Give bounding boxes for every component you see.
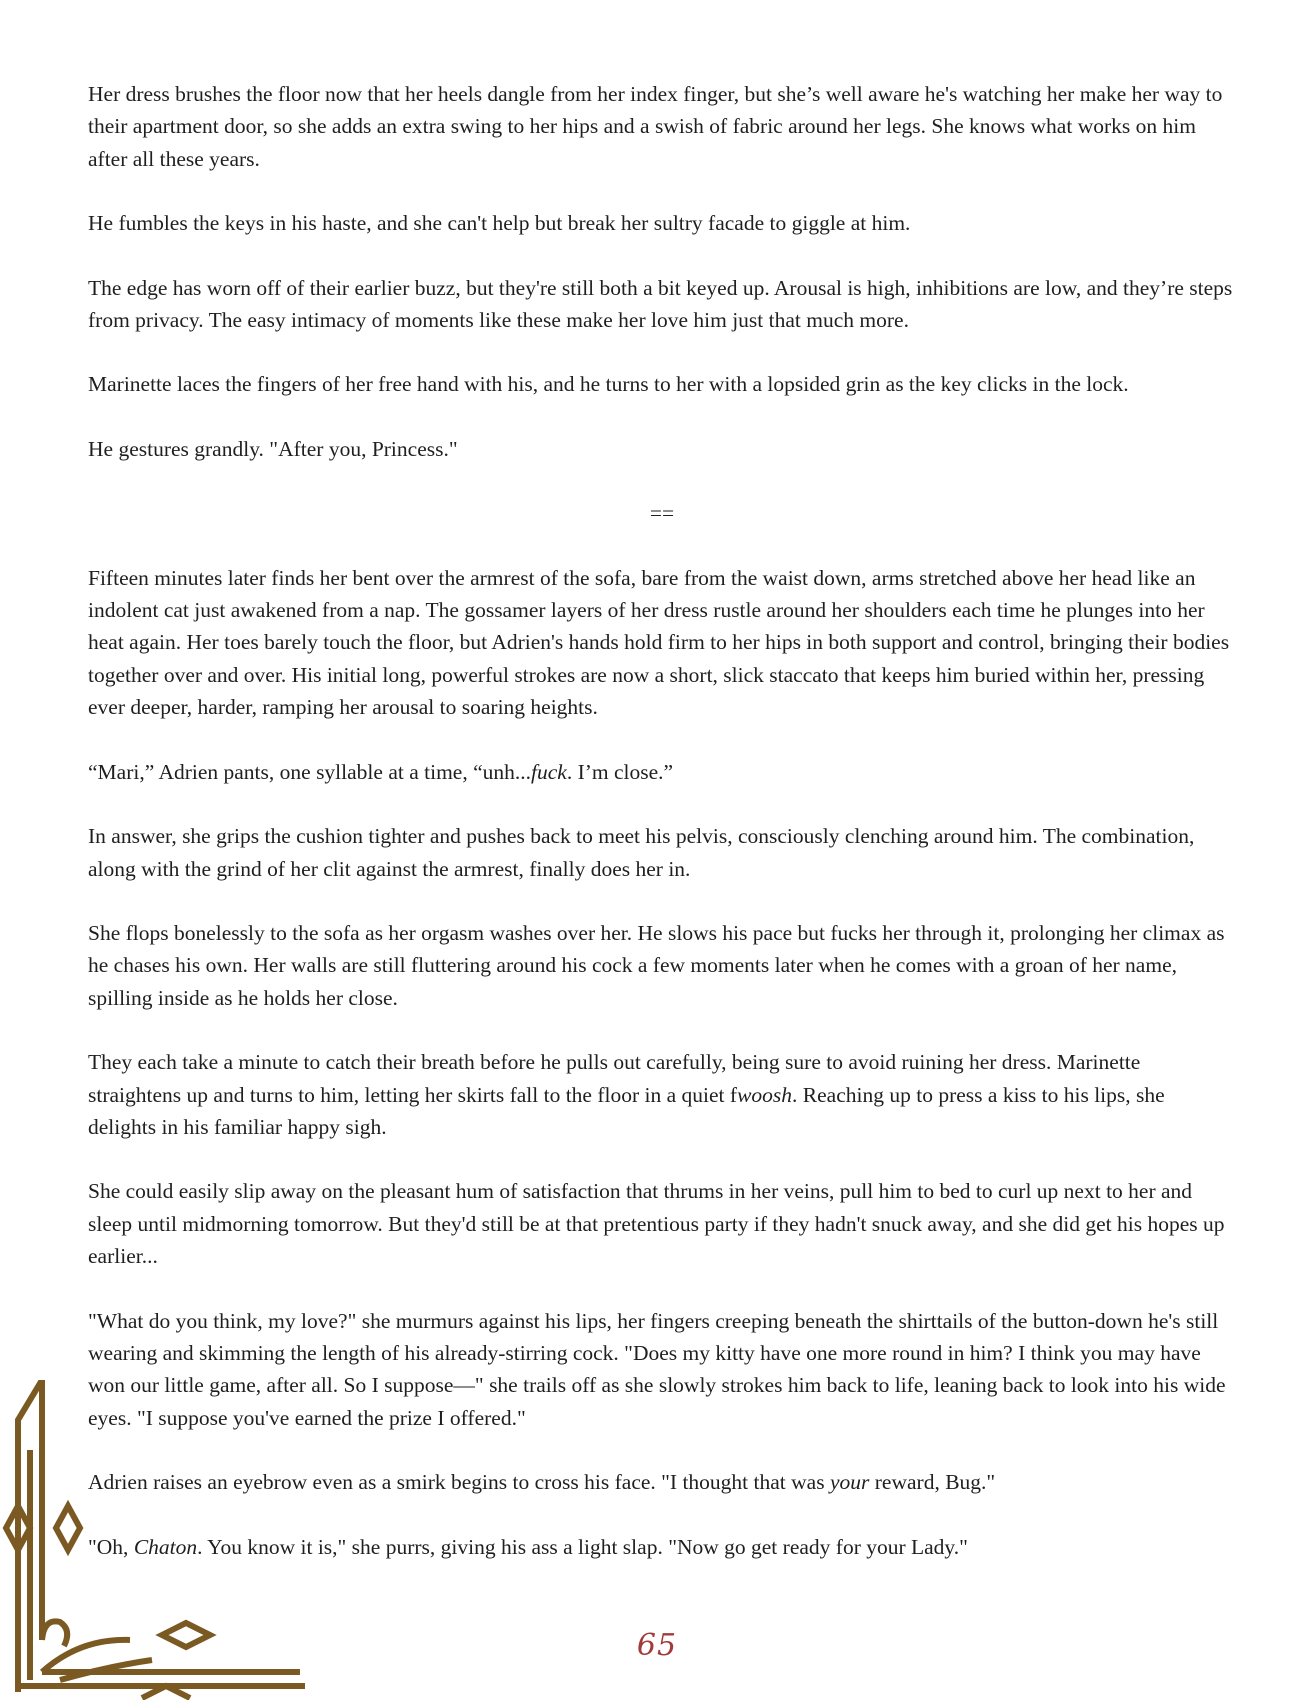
paragraph-11: She could easily slip away on the pleasant hum of satisfaction that thrums in her veins, pull him to bed to curl up next to her and sleep until midmorning tomorrow. But they'd still be at that pretentious party if they hadn't snuck away, and she did get his hopes up earlier...	[88, 1179, 1225, 1269]
paragraph-10: They each take a minute to catch their breath before he pulls out carefully, being sure to avoid ruining her dress. Marinette straightens up and turns to him, letting her skirts fall to the floor in a quiet fwoosh. Reaching up to press a kiss to his lips, she delights in his familiar happy sigh.	[88, 1050, 1165, 1139]
paragraph-5: He gestures grandly. "After you, Princess."	[88, 436, 458, 461]
paragraph-4: Marinette laces the fingers of her free hand with his, and he turns to her with a lopsided grin as the key clicks in the lock.	[88, 372, 1129, 397]
emphasis: woosh	[737, 1082, 793, 1107]
paragraph-7: “Mari,” Adrien pants, one syllable at a time, “unh...fuck. I’m close.”	[88, 759, 674, 784]
paragraph-8: In answer, she grips the cushion tighter and pushes back to meet his pelvis, consciously clenching around him. The combination, along with the grind of her clit against the armrest, finally does her in.	[88, 824, 1195, 881]
paragraph-14: "Oh, Chaton. You know it is," she purrs, giving his ass a light slap. "Now go get ready for your Lady."	[88, 1534, 968, 1559]
paragraph-6: Fifteen minutes later finds her bent over the armrest of the sofa, bare from the waist down, arms stretched above her head like an indolent cat just awakened from a nap. The gossamer layers of her dress rustle around her shoulders each time he plunges into her heat again. Her toes barely touch the floor, but Adrien's hands hold firm to her hips in both support and control, bringing their bodies together over and over. His initial long, powerful strokes are now a short, slick staccato that keeps him buried within her, pressing ever deeper, harder, ramping her arousal to soaring heights.	[88, 565, 1230, 720]
scene-separator: ==	[649, 501, 675, 526]
emphasis: fuck	[531, 759, 567, 784]
paragraph-9: She flops bonelessly to the sofa as her orgasm washes over her. He slows his pace but fucks her through it, prolonging her climax as he chases his own. Her walls are still fluttering around his cock a few moments later when he comes with a groan of her name, spilling inside as he holds her close.	[88, 920, 1225, 1010]
paragraph-13: Adrien raises an eyebrow even as a smirk begins to cross his face. "I thought that was your reward, Bug."	[88, 1470, 996, 1495]
emphasis: your	[829, 1470, 870, 1495]
emphasis: Chaton	[133, 1534, 198, 1559]
paragraph-2: He fumbles the keys in his haste, and she can't help but break her sultry facade to giggle at him.	[88, 211, 911, 236]
page-number: 65	[636, 1628, 678, 1663]
paragraph-12: "What do you think, my love?" she murmurs against his lips, her fingers creeping beneath the shirttails of the button-down he's still wearing and skimming the length of his already-stirring cock. "Does my kitty have one more round in him? I think you may have won our little game, after all. So I suppose—" she trails off as she slowly strokes him back to life, leaning back to look into his wide eyes. "I suppose you've earned the prize I offered."	[88, 1308, 1226, 1430]
paragraph-1: Her dress brushes the floor now that her heels dangle from her index finger, but she’s well aware he's watching her make her way to their apartment door, so she adds an extra swing to her hips and a swish of fabric around her legs. She knows what works on him after all these years.	[88, 82, 1223, 171]
page-body	[88, 78, 1236, 1595]
paragraph-3: The edge has worn off of their earlier buzz, but they're still both a bit keyed up. Arousal is high, inhibitions are low, and they’re steps from privacy. The easy intimacy of moments like these make her love him just that much more.	[88, 275, 1233, 333]
